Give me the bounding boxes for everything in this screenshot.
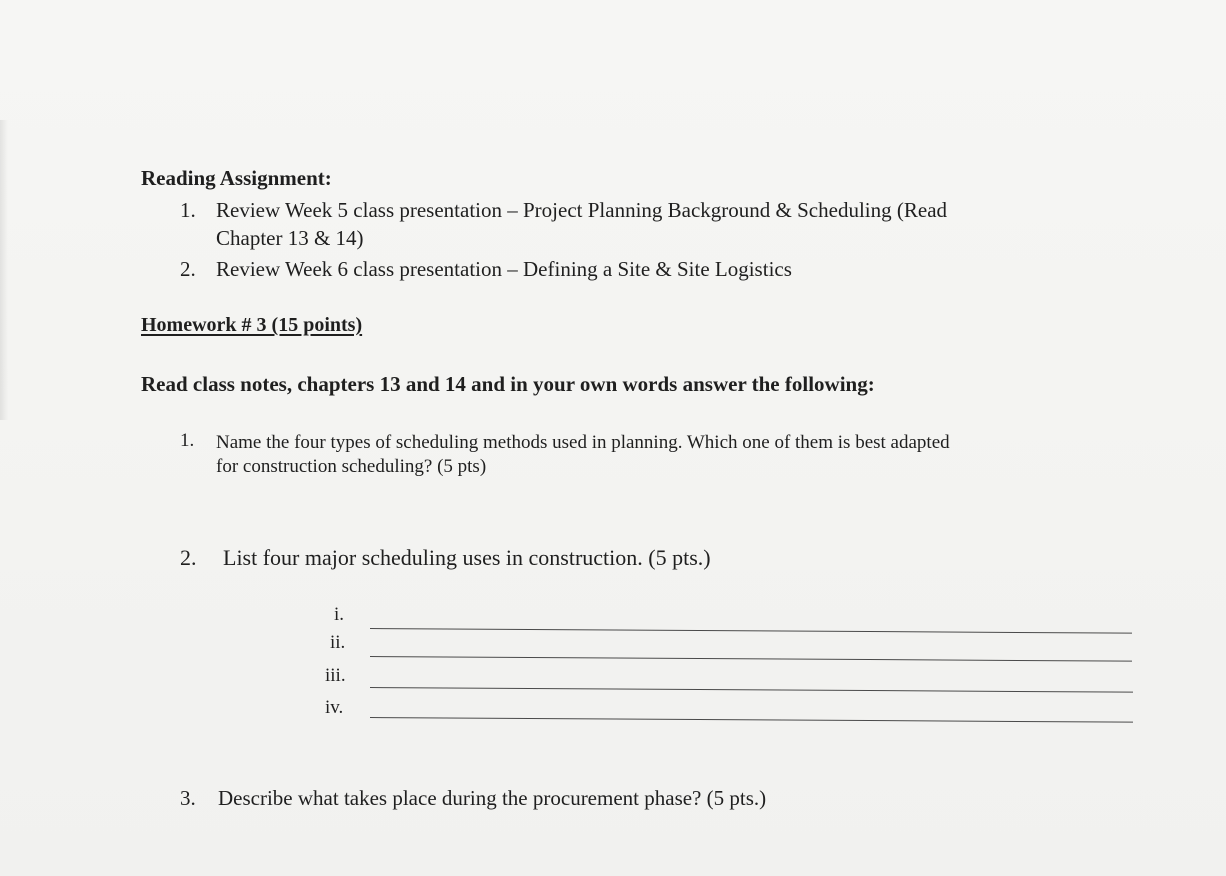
reading-item-2-text: Review Week 6 class presentation – Defining a Site & Site Logistics (216, 257, 792, 281)
page-edge-shadow (0, 120, 8, 420)
reading-assignment-heading: Reading Assignment: (141, 166, 332, 190)
reading-item-1-number: 1. (180, 198, 196, 222)
question-1-text: Name the four types of scheduling methods used in planning. Which one of them is best adapted (216, 432, 950, 453)
answer-line-ii[interactable] (370, 656, 1132, 662)
homework-title: Homework # 3 (15 points) (141, 314, 363, 336)
answer-line-iii[interactable] (370, 687, 1133, 693)
reading-item-1-text: Review Week 5 class presentation – Project Planning Background & Scheduling (Read (216, 198, 948, 222)
question-2-number: 2. (180, 545, 197, 570)
answer-label-ii: ii. (330, 632, 346, 653)
question-3-number: 3. (180, 786, 196, 810)
question-1-text-continued: for construction scheduling? (5 pts) (216, 456, 487, 477)
answer-line-iv[interactable] (370, 717, 1133, 723)
question-2-text: List four major scheduling uses in construction. (5 pts.) (223, 545, 711, 570)
answer-line-i[interactable] (370, 628, 1132, 634)
homework-instruction: Read class notes, chapters 13 and 14 and in your own words answer the following: (141, 372, 875, 396)
question-3-text: Describe what takes place during the procurement phase? (5 pts.) (218, 786, 767, 810)
question-1-number: 1. (180, 430, 195, 451)
answer-label-i: i. (334, 604, 345, 625)
answer-label-iv: iv. (325, 697, 344, 718)
reading-item-2-number: 2. (180, 257, 196, 281)
reading-item-1-text-continued: Chapter 13 & 14) (216, 226, 364, 250)
answer-label-iii: iii. (325, 665, 346, 686)
